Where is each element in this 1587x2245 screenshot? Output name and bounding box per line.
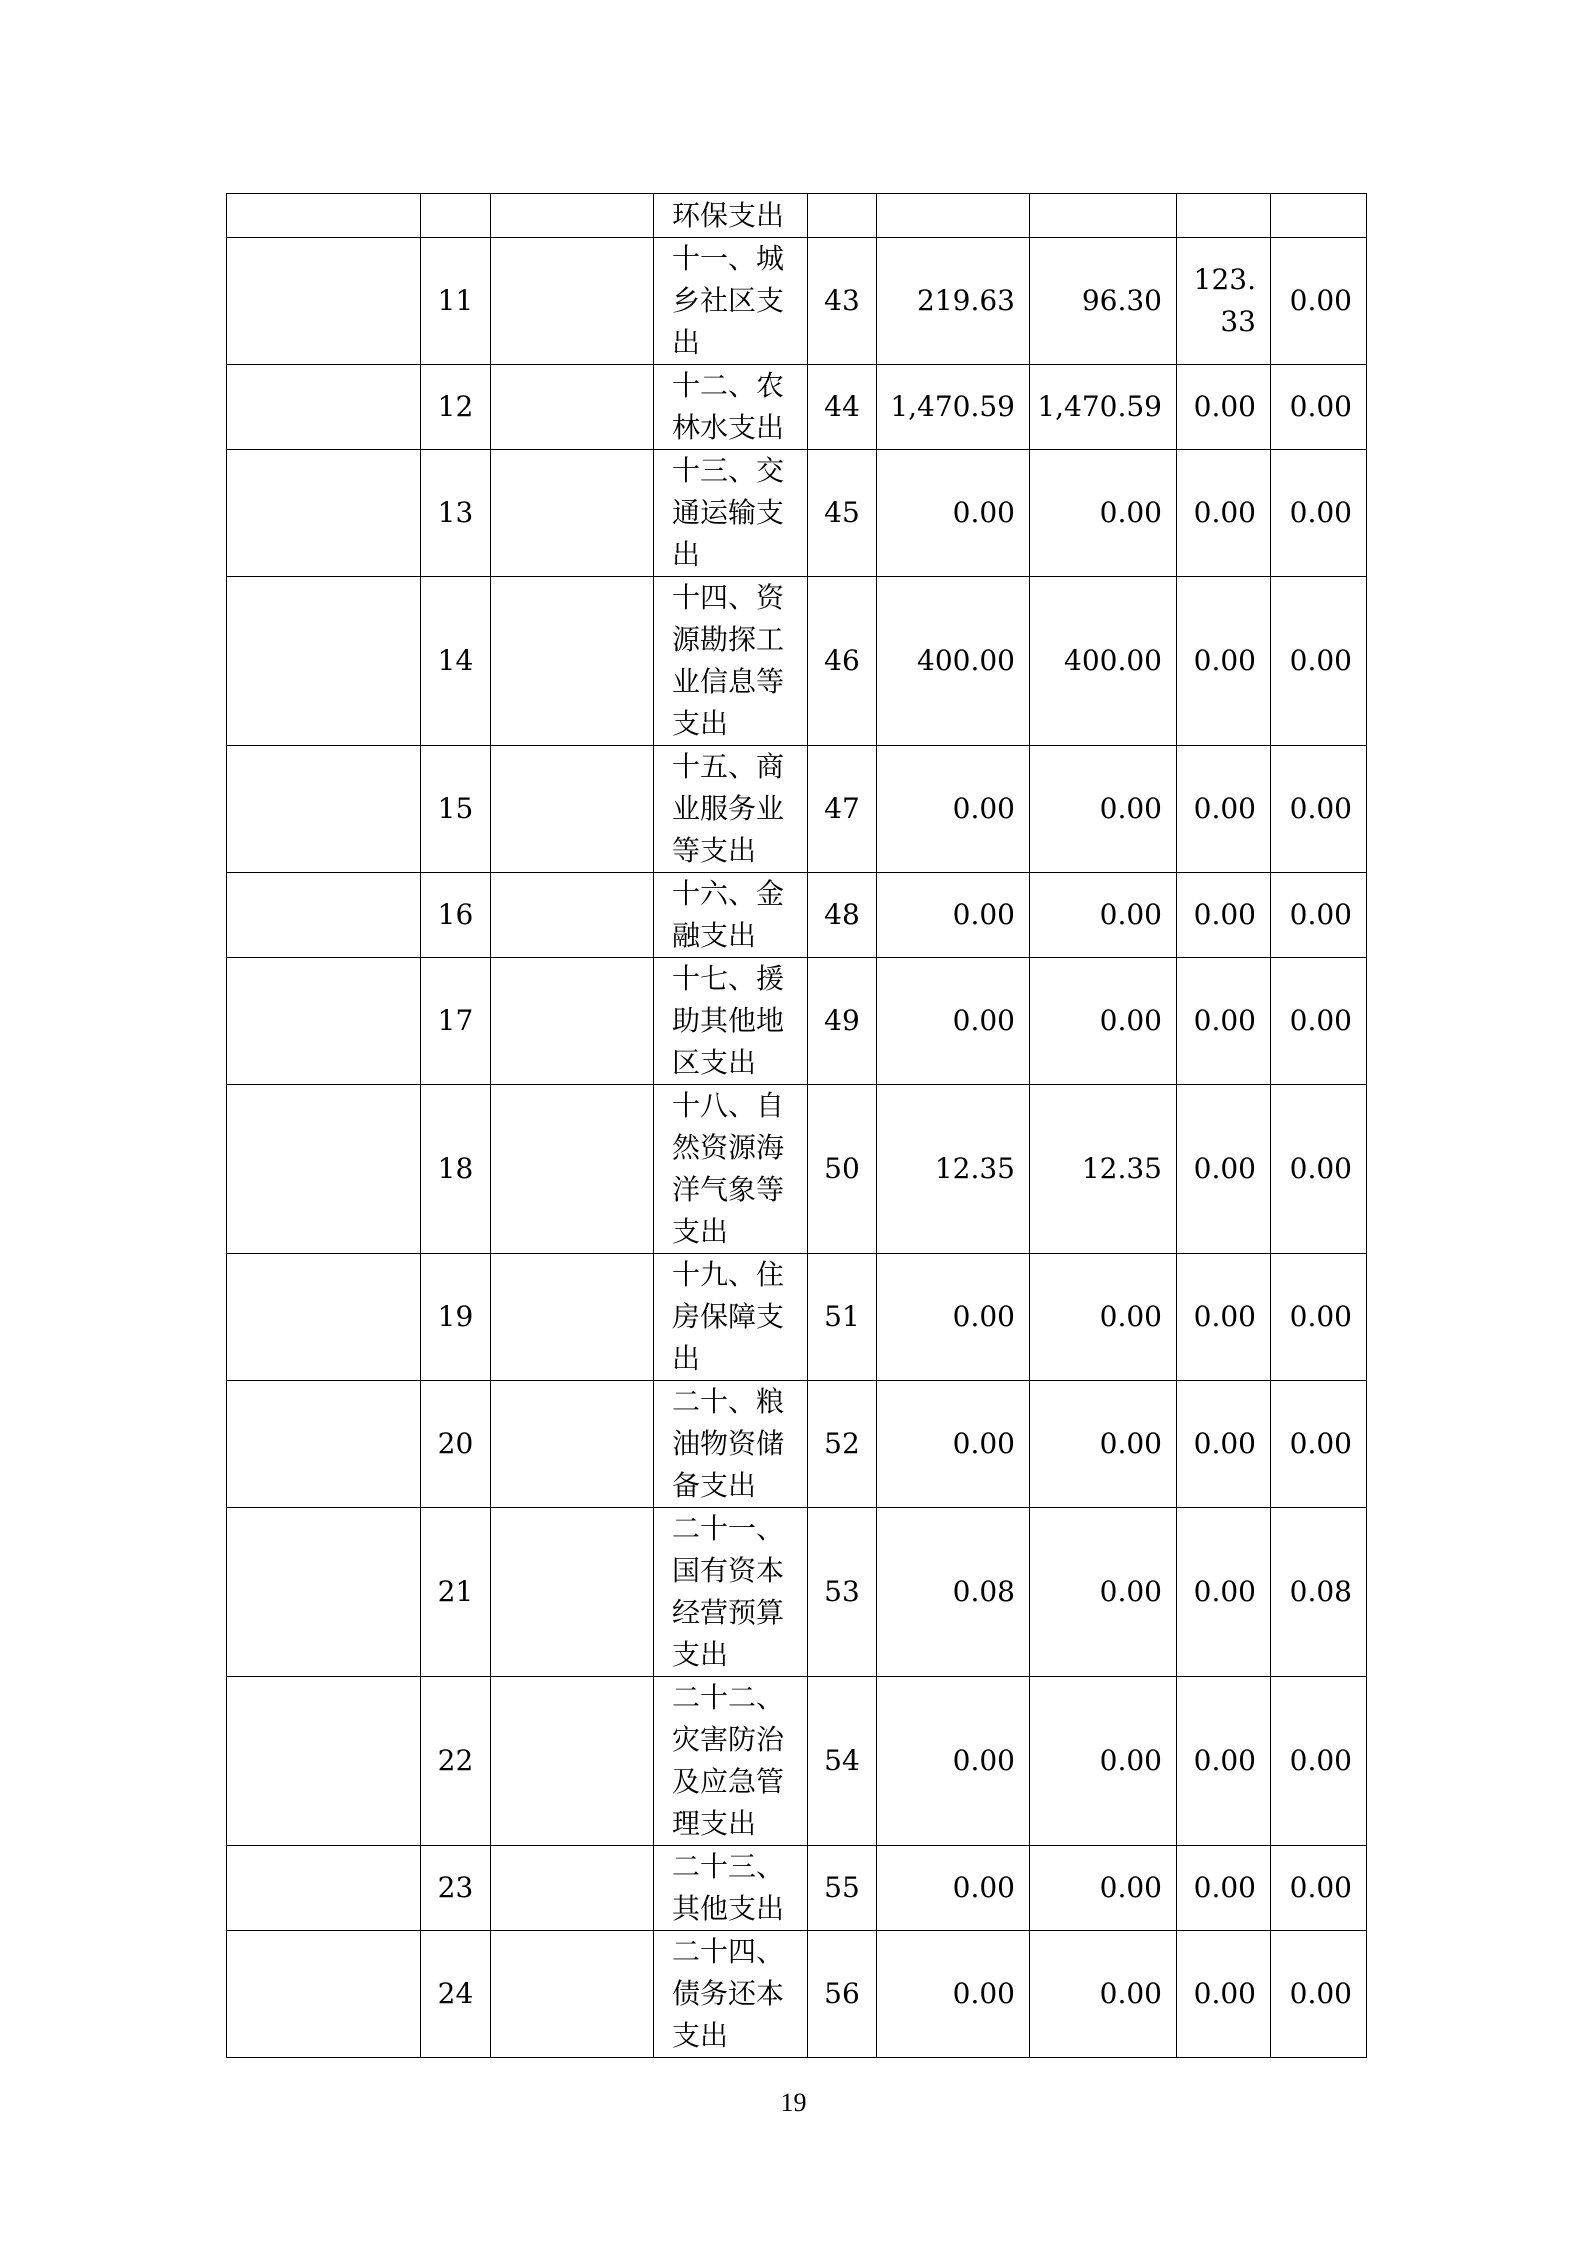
cell-value-c: 0.00 [1271,1846,1367,1931]
cell-total: 219.63 [877,238,1030,365]
cell-row-index: 14 [421,577,491,746]
cell-total: 0.08 [877,1508,1030,1677]
cell-value-a: 0.00 [1030,1846,1177,1931]
cell-value-a: 0.00 [1030,1508,1177,1677]
cell-item-name: 环保支出 [654,194,808,238]
cell-total: 0.00 [877,1931,1030,2058]
cell-item-name: 二十、粮油物资储备支出 [654,1381,808,1508]
budget-expenditure-table [226,193,1367,2058]
cell-line-number: 48 [808,873,877,958]
cell-item-name: 十六、金融支出 [654,873,808,958]
cell-item-name: 十三、交通运输支出 [654,450,808,577]
cell-blank-mid [491,450,654,577]
cell-value-b: 0.00 [1177,1931,1271,2058]
cell-blank-mid [491,1254,654,1381]
cell-total: 0.00 [877,1381,1030,1508]
cell-value-c: 0.00 [1271,1381,1367,1508]
cell-item-name: 十一、城乡社区支出 [654,238,808,365]
cell-value-c: 0.00 [1271,1254,1367,1381]
cell-value-a: 0.00 [1030,958,1177,1085]
cell-value-a: 0.00 [1030,1677,1177,1846]
table-row [227,746,1367,873]
cell-blank-left [227,1931,421,2058]
cell-total: 0.00 [877,1254,1030,1381]
cell-value-b: 0.00 [1177,1677,1271,1846]
cell-value-c [1271,194,1367,238]
cell-total: 12.35 [877,1085,1030,1254]
cell-value-a: 400.00 [1030,577,1177,746]
table-row [227,958,1367,1085]
cell-value-a: 0.00 [1030,1931,1177,2058]
cell-value-a: 0.00 [1030,1381,1177,1508]
cell-blank-left [227,450,421,577]
cell-value-b: 0.00 [1177,1846,1271,1931]
cell-value-a: 96.30 [1030,238,1177,365]
cell-blank-mid [491,1677,654,1846]
page-number: 19 [780,2088,807,2117]
cell-value-c: 0.00 [1271,1085,1367,1254]
cell-value-c: 0.00 [1271,365,1367,450]
cell-value-c: 0.00 [1271,1677,1367,1846]
cell-line-number: 50 [808,1085,877,1254]
cell-value-c: 0.00 [1271,577,1367,746]
cell-row-index: 12 [421,365,491,450]
cell-value-b: 0.00 [1177,873,1271,958]
cell-total: 0.00 [877,958,1030,1085]
cell-blank-left [227,1381,421,1508]
cell-blank-mid [491,958,654,1085]
cell-line-number: 52 [808,1381,877,1508]
cell-value-a: 0.00 [1030,1254,1177,1381]
cell-row-index: 11 [421,238,491,365]
cell-line-number: 54 [808,1677,877,1846]
cell-blank-mid [491,1085,654,1254]
table-row [227,1254,1367,1381]
table-row [227,1677,1367,1846]
cell-blank-mid [491,1508,654,1677]
cell-item-name: 十八、自然资源海洋气象等支出 [654,1085,808,1254]
cell-blank-left [227,1846,421,1931]
cell-item-name: 十四、资源勘探工业信息等支出 [654,577,808,746]
cell-value-b: 0.00 [1177,365,1271,450]
cell-value-b: 0.00 [1177,1254,1271,1381]
cell-blank-left [227,958,421,1085]
cell-blank-mid [491,746,654,873]
cell-row-index: 13 [421,450,491,577]
cell-blank-left [227,577,421,746]
cell-item-name: 十二、农林水支出 [654,365,808,450]
cell-value-a [1030,194,1177,238]
cell-item-name: 十五、商业服务业等支出 [654,746,808,873]
cell-total: 1,470.59 [877,365,1030,450]
cell-item-name: 二十一、国有资本经营预算支出 [654,1508,808,1677]
cell-value-b: 0.00 [1177,1381,1271,1508]
cell-line-number: 46 [808,577,877,746]
table-row [227,450,1367,577]
cell-blank-left [227,1085,421,1254]
table-row [227,1508,1367,1677]
cell-line-number: 44 [808,365,877,450]
table-row [227,1085,1367,1254]
cell-blank-mid [491,1931,654,2058]
cell-blank-mid [491,1381,654,1508]
cell-total: 0.00 [877,1677,1030,1846]
cell-row-index: 22 [421,1677,491,1846]
cell-blank-left [227,365,421,450]
cell-line-number: 43 [808,238,877,365]
cell-value-b: 0.00 [1177,1085,1271,1254]
table-body [227,194,1367,2058]
cell-item-name: 二十二、灾害防治及应急管理支出 [654,1677,808,1846]
cell-value-a: 0.00 [1030,873,1177,958]
cell-value-a: 0.00 [1030,746,1177,873]
cell-blank-left [227,1254,421,1381]
cell-value-b: 123.33 [1177,238,1271,365]
cell-row-index: 16 [421,873,491,958]
cell-value-a: 12.35 [1030,1085,1177,1254]
cell-row-index: 15 [421,746,491,873]
cell-blank-mid [491,238,654,365]
cell-value-c: 0.00 [1271,1931,1367,2058]
cell-total [877,194,1030,238]
cell-row-index: 23 [421,1846,491,1931]
cell-row-index [421,194,491,238]
cell-value-a: 0.00 [1030,450,1177,577]
cell-row-index: 24 [421,1931,491,2058]
cell-row-index: 17 [421,958,491,1085]
cell-item-name: 二十四、债务还本支出 [654,1931,808,2058]
cell-row-index: 19 [421,1254,491,1381]
cell-value-c: 0.00 [1271,238,1367,365]
table-row [227,1846,1367,1931]
cell-blank-mid [491,194,654,238]
table-row [227,873,1367,958]
table-row [227,1381,1367,1508]
cell-row-index: 18 [421,1085,491,1254]
cell-total: 0.00 [877,873,1030,958]
cell-value-b: 0.00 [1177,577,1271,746]
table-row [227,194,1367,238]
cell-blank-left [227,238,421,365]
cell-total: 0.00 [877,746,1030,873]
cell-total: 400.00 [877,577,1030,746]
cell-value-b: 0.00 [1177,1508,1271,1677]
cell-blank-left [227,1508,421,1677]
cell-blank-left [227,194,421,238]
cell-blank-left [227,873,421,958]
cell-total: 0.00 [877,1846,1030,1931]
cell-value-c: 0.00 [1271,450,1367,577]
table-row [227,1931,1367,2058]
cell-line-number: 47 [808,746,877,873]
cell-value-b: 0.00 [1177,958,1271,1085]
cell-line-number [808,194,877,238]
table-row [227,365,1367,450]
cell-line-number: 45 [808,450,877,577]
cell-line-number: 49 [808,958,877,1085]
cell-line-number: 51 [808,1254,877,1381]
cell-line-number: 55 [808,1846,877,1931]
cell-value-b: 0.00 [1177,450,1271,577]
cell-item-name: 十九、住房保障支出 [654,1254,808,1381]
cell-value-a: 1,470.59 [1030,365,1177,450]
cell-row-index: 21 [421,1508,491,1677]
cell-line-number: 53 [808,1508,877,1677]
cell-value-c: 0.00 [1271,958,1367,1085]
cell-blank-mid [491,365,654,450]
cell-blank-left [227,1677,421,1846]
cell-blank-left [227,746,421,873]
cell-row-index: 20 [421,1381,491,1508]
cell-blank-mid [491,1846,654,1931]
cell-item-name: 十七、援助其他地区支出 [654,958,808,1085]
cell-blank-mid [491,577,654,746]
cell-value-c: 0.00 [1271,873,1367,958]
cell-value-b [1177,194,1271,238]
cell-line-number: 56 [808,1931,877,2058]
cell-value-c: 0.08 [1271,1508,1367,1677]
cell-item-name: 二十三、其他支出 [654,1846,808,1931]
cell-blank-mid [491,873,654,958]
cell-value-c: 0.00 [1271,746,1367,873]
cell-value-b: 0.00 [1177,746,1271,873]
table-row [227,238,1367,365]
cell-total: 0.00 [877,450,1030,577]
table-row [227,577,1367,746]
